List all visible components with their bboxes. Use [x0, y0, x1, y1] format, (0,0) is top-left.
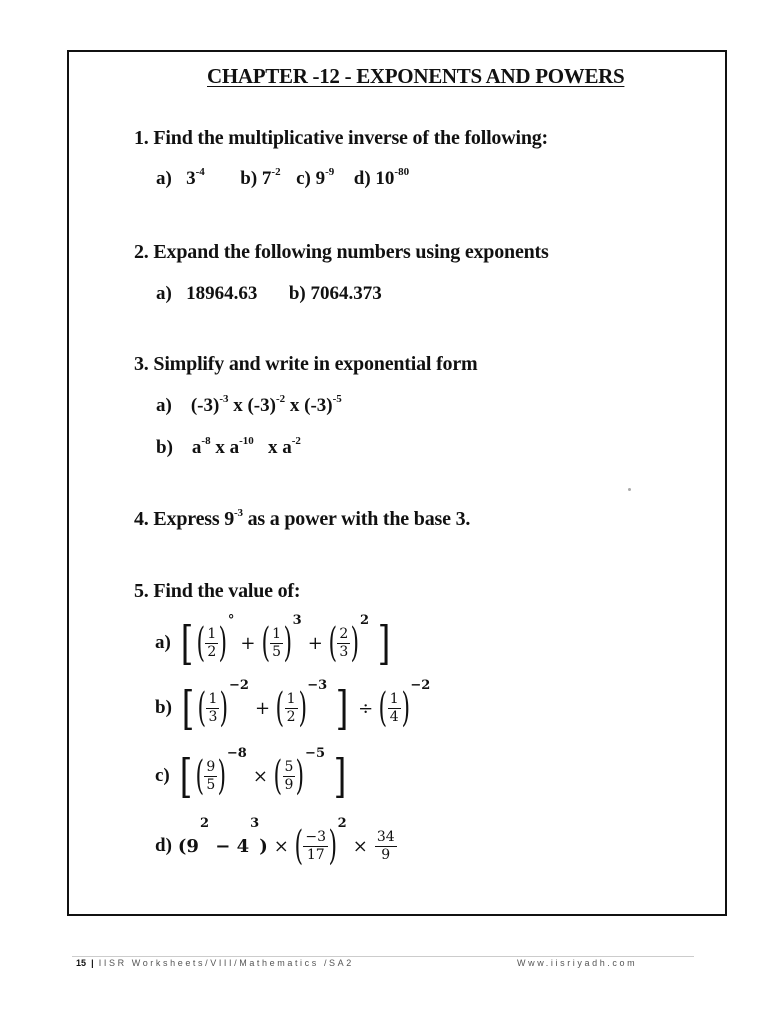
- numerator: 9: [206, 759, 216, 776]
- numerator: 1: [208, 691, 218, 708]
- question-2-heading: 2. Expand the following numbers using exponents: [134, 241, 549, 263]
- q3-b-exp-2: -10: [239, 435, 254, 447]
- paren-open: (: [197, 685, 206, 731]
- q1-c-exp: -9: [325, 166, 335, 178]
- exponent: 2: [199, 816, 209, 831]
- paren-open: (: [261, 620, 270, 666]
- question-1-heading: 1. Find the multiplicative inverse of the following:: [134, 127, 549, 149]
- paren-close: ): [350, 620, 360, 666]
- paren-open: (: [196, 620, 205, 666]
- q1-d-label: d): [353, 168, 371, 189]
- times-operator: ×: [273, 835, 289, 857]
- question-3a: [156, 395, 342, 417]
- numerator: 1: [389, 691, 399, 708]
- q1-b-base: 7: [261, 168, 272, 189]
- fraction: [388, 691, 401, 724]
- denominator: 3: [208, 708, 218, 725]
- q5-a-label: a): [155, 632, 171, 653]
- q1-c-label: c): [296, 168, 311, 189]
- exponent: −5: [305, 746, 325, 761]
- q5-d-term-2: − 4: [209, 835, 250, 857]
- plus-operator: +: [307, 632, 323, 654]
- bracket-open: [: [181, 681, 195, 735]
- question-3b: [156, 437, 301, 459]
- fraction: [303, 829, 328, 862]
- numerator: 34: [376, 829, 395, 846]
- page-number: 15: [76, 958, 87, 968]
- denominator: 4: [389, 708, 399, 725]
- denominator: 9: [381, 846, 391, 863]
- denominator: 2: [207, 643, 217, 660]
- q3-a-term-3: x (-3): [285, 395, 333, 416]
- numerator: −3: [305, 829, 327, 846]
- question-1-items: [156, 168, 409, 190]
- bracket-close: ]: [335, 681, 349, 735]
- exponent: 3: [292, 613, 302, 628]
- q1-b-label: b): [240, 168, 258, 189]
- divide-operator: ÷: [358, 697, 374, 719]
- q3-a-exp-3: -5: [332, 393, 342, 405]
- question-5a: [155, 615, 394, 671]
- paren-open: (: [294, 823, 303, 869]
- q3-b-label: b): [156, 437, 173, 458]
- bracket-close: ]: [377, 616, 391, 670]
- denominator: 5: [206, 776, 216, 793]
- paren-open: (: [275, 685, 285, 731]
- denominator: 9: [284, 776, 294, 793]
- q4-exp: -3: [234, 507, 243, 519]
- q3-a-exp-1: -3: [219, 393, 229, 405]
- paren-open: (: [378, 685, 388, 731]
- exponent: −2: [229, 678, 249, 693]
- exponent: −2: [410, 678, 431, 693]
- bracket-close: ]: [333, 749, 347, 803]
- q3-a-exp-2: -2: [275, 393, 286, 405]
- fraction: [375, 829, 397, 862]
- q2-b-label: b): [288, 283, 306, 304]
- footer-left: [76, 958, 354, 968]
- question-5d: [155, 818, 398, 874]
- q3-a-term-1: (-3): [190, 395, 220, 416]
- numerator: 1: [207, 626, 217, 643]
- numerator: 5: [284, 759, 294, 776]
- paren-open: (: [273, 753, 283, 799]
- q1-a-label: a): [156, 168, 172, 189]
- numerator: 1: [272, 626, 282, 643]
- exponent: −8: [226, 746, 247, 761]
- paren-open: (: [328, 620, 337, 666]
- fraction: [283, 759, 296, 792]
- bracket-open: [: [179, 749, 193, 803]
- scan-mark: [628, 488, 631, 491]
- footer-website: Www.iisriyadh.com: [517, 958, 638, 968]
- paren-close: ): [219, 685, 229, 731]
- question-5-heading: 5. Find the value of:: [134, 580, 301, 602]
- q5-b-label: b): [155, 697, 172, 718]
- fraction: [206, 691, 219, 724]
- fraction: [270, 626, 283, 659]
- numerator: 1: [286, 691, 296, 708]
- plus-operator: +: [240, 632, 256, 654]
- footer-worksheet-path: IISR Worksheets/VIII/Mathematics /SA2: [98, 958, 354, 968]
- fraction: [337, 626, 350, 659]
- footer-separator: |: [91, 958, 94, 968]
- denominator: 5: [272, 643, 282, 660]
- times-operator: ×: [252, 765, 268, 787]
- paren-close: ): [218, 620, 228, 666]
- question-3-heading: 3. Simplify and write in exponential form: [134, 353, 478, 375]
- question-2-items: [156, 283, 382, 305]
- paren-close: ): [298, 685, 307, 731]
- denominator: 2: [286, 708, 296, 725]
- paren-open: (: [195, 753, 204, 799]
- exponent: 2: [359, 613, 369, 628]
- question-5b: [155, 680, 430, 736]
- q1-a-base: 3: [186, 168, 196, 189]
- q2-a-label: a): [156, 283, 172, 304]
- paren-close: ): [328, 823, 338, 869]
- q3-b-term-1: a: [191, 437, 202, 458]
- q3-b-term-2: x a: [210, 437, 240, 458]
- q1-a-exp: -4: [195, 166, 205, 178]
- q5-c-label: c): [155, 765, 170, 786]
- denominator: 3: [339, 643, 349, 660]
- fraction: [204, 759, 217, 792]
- plus-operator: +: [254, 697, 271, 719]
- q1-d-base: 10: [375, 168, 395, 189]
- paren-close: ): [217, 753, 227, 799]
- paren-close: ): [401, 685, 410, 731]
- q5-d-term-3: ): [259, 835, 268, 857]
- q3-b-exp-3: -2: [291, 435, 301, 447]
- question-5c: [155, 748, 350, 804]
- fraction: [285, 691, 298, 724]
- fraction: [205, 626, 218, 659]
- q3-b-term-3: x a: [263, 437, 292, 458]
- q5-d-term-1: (9: [177, 835, 199, 857]
- q2-a-value: 18964.63: [186, 283, 258, 304]
- exponent: −3: [307, 678, 328, 693]
- exponent: 2: [337, 816, 347, 831]
- numerator: 2: [339, 626, 349, 643]
- q5-d-label: d): [155, 835, 172, 856]
- q1-b-exp: -2: [271, 166, 281, 178]
- chapter-title: CHAPTER -12 - EXPONENTS AND POWERS: [207, 64, 625, 88]
- denominator: 17: [306, 846, 325, 863]
- q3-a-label: a): [156, 395, 172, 416]
- q3-a-term-2: x (-3): [228, 395, 276, 416]
- times-operator: ×: [352, 835, 368, 857]
- q4-text-pre: 4. Express 9: [134, 508, 235, 530]
- q4-text-post: as a power with the base 3.: [242, 508, 471, 530]
- q1-c-base: 9: [315, 168, 326, 189]
- bracket-open: [: [180, 616, 194, 670]
- exponent: °: [227, 613, 235, 628]
- paren-close: ): [283, 620, 293, 666]
- q3-b-exp-1: -8: [201, 435, 211, 447]
- question-4: [134, 508, 470, 531]
- q1-d-exp: -80: [394, 166, 410, 178]
- paren-close: ): [295, 753, 305, 799]
- q2-b-value: 7064.373: [310, 283, 382, 304]
- exponent: 3: [250, 816, 260, 831]
- footer-rule: [72, 956, 694, 957]
